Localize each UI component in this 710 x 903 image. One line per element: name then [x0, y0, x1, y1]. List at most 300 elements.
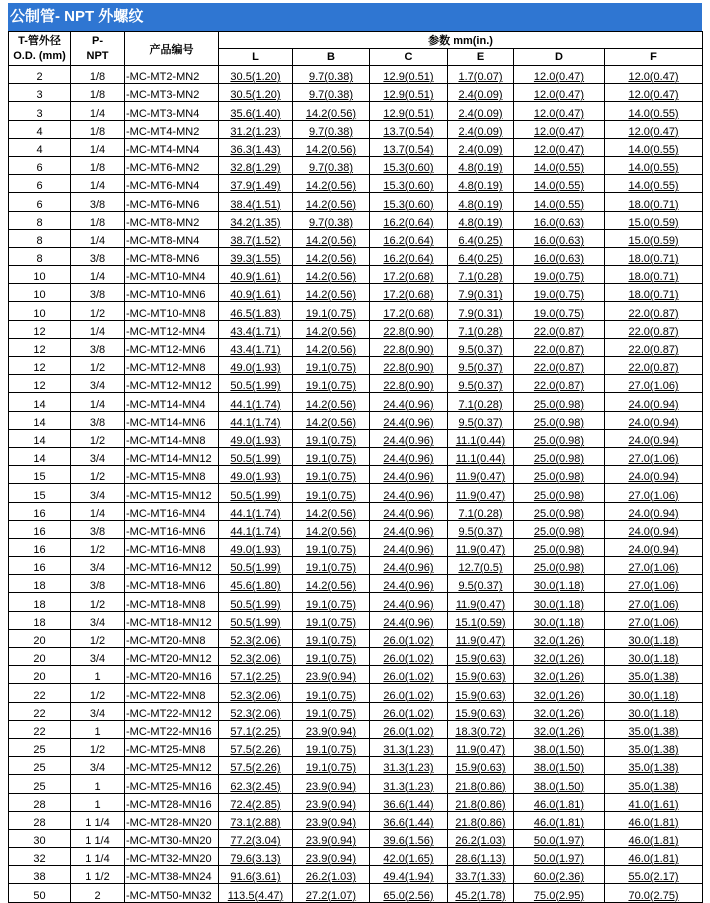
cell-npt: 3/4	[71, 757, 125, 775]
cell-e	[448, 757, 514, 775]
cell-value: 9.7(0.38)	[308, 125, 354, 138]
table-row	[9, 502, 703, 520]
cell-code: -MC-MT3-MN2	[125, 84, 219, 102]
cell-value: 19.1(0.75)	[305, 562, 357, 575]
cell-value: 26.0(1.02)	[383, 653, 434, 666]
cell-d	[514, 247, 605, 265]
cell-b	[293, 720, 370, 738]
cell-value: 17.2(0.68)	[383, 271, 434, 284]
cell-value: 52.3(2.06)	[230, 707, 281, 720]
cell-value: 15.3(0.60)	[383, 198, 434, 211]
cell-value: 26.0(1.02)	[383, 707, 434, 720]
cell-f	[605, 411, 703, 429]
cell-value: 55.0(2.17)	[628, 871, 679, 884]
cell-d	[514, 102, 605, 120]
cell-npt: 1	[71, 666, 125, 684]
cell-value: 9.5(0.37)	[458, 525, 503, 538]
cell-value: 38.0(1.50)	[533, 762, 585, 775]
cell-value: 12.0(0.47)	[533, 89, 585, 102]
table-row	[9, 775, 703, 793]
cell-value: 22.0(0.87)	[628, 325, 679, 338]
cell-b	[293, 357, 370, 375]
cell-value: 15.0(0.59)	[628, 216, 679, 229]
cell-value: 38.0(1.50)	[533, 744, 585, 757]
table-row	[9, 829, 703, 847]
table-row	[9, 393, 703, 411]
cell-value: 31.3(1.23)	[383, 762, 434, 775]
cell-c	[370, 302, 448, 320]
cell-value: 12.9(0.51)	[383, 107, 434, 120]
cell-c	[370, 338, 448, 356]
cell-od: 4	[9, 120, 71, 138]
cell-od: 28	[9, 793, 71, 811]
cell-b	[293, 229, 370, 247]
cell-value: 50.0(1.97)	[533, 835, 585, 848]
cell-value: 16.2(0.64)	[383, 234, 434, 247]
cell-code: -MC-MT14-MN4	[125, 393, 219, 411]
cell-value: 24.0(0.94)	[628, 434, 679, 447]
table-row	[9, 648, 703, 666]
header-npt-line1: P-	[92, 34, 103, 47]
cell-od: 22	[9, 720, 71, 738]
cell-d	[514, 447, 605, 465]
cell-value: 19.1(0.75)	[305, 453, 357, 466]
cell-npt: 1/4	[71, 266, 125, 284]
cell-code: -MC-MT22-MN12	[125, 702, 219, 720]
table-row	[9, 611, 703, 629]
cell-od: 14	[9, 411, 71, 429]
cell-value: 21.8(0.86)	[455, 798, 506, 811]
cell-value: 14.2(0.56)	[305, 344, 357, 356]
cell-value: 24.0(0.94)	[628, 544, 679, 557]
cell-value: 23.9(0.94)	[305, 835, 357, 848]
cell-f	[605, 247, 703, 265]
cell-l	[219, 593, 293, 611]
table-row	[9, 429, 703, 447]
cell-c	[370, 629, 448, 647]
cell-c	[370, 284, 448, 302]
cell-f	[605, 793, 703, 811]
cell-od: 6	[9, 156, 71, 174]
cell-c	[370, 484, 448, 502]
cell-l	[219, 393, 293, 411]
cell-l	[219, 247, 293, 265]
cell-value: 23.9(0.94)	[305, 853, 357, 866]
cell-od: 25	[9, 738, 71, 756]
cell-code: -MC-MT10-MN6	[125, 284, 219, 302]
table-row	[9, 175, 703, 193]
cell-code: -MC-MT15-MN8	[125, 466, 219, 484]
cell-od: 18	[9, 611, 71, 629]
cell-value: 19.0(0.75)	[533, 307, 585, 320]
cell-b	[293, 557, 370, 575]
cell-value: 34.2(1.35)	[230, 216, 281, 229]
cell-d	[514, 375, 605, 393]
cell-b	[293, 866, 370, 884]
cell-code: -MC-MT16-MN4	[125, 502, 219, 520]
cell-value: 27.2(1.07)	[305, 889, 357, 902]
cell-value: 27.0(1.06)	[628, 562, 679, 575]
cell-value: 9.5(0.37)	[458, 580, 503, 593]
cell-value: 2.4(0.09)	[458, 125, 503, 138]
cell-f	[605, 320, 703, 338]
cell-e	[448, 266, 514, 284]
cell-f	[605, 120, 703, 138]
cell-e	[448, 848, 514, 866]
cell-value: 44.1(1.74)	[230, 525, 281, 538]
spec-table	[8, 31, 703, 903]
cell-od: 16	[9, 557, 71, 575]
cell-e	[448, 375, 514, 393]
cell-od: 3	[9, 102, 71, 120]
cell-f	[605, 593, 703, 611]
cell-b	[293, 775, 370, 793]
cell-f	[605, 138, 703, 156]
cell-value: 12.9(0.51)	[383, 71, 434, 84]
cell-d	[514, 502, 605, 520]
cell-value: 14.2(0.56)	[305, 180, 357, 193]
cell-value: 22.8(0.90)	[383, 344, 434, 356]
cell-d	[514, 538, 605, 556]
cell-code: -MC-MT20-MN16	[125, 666, 219, 684]
cell-l	[219, 66, 293, 84]
cell-c	[370, 538, 448, 556]
cell-value: 36.3(1.43)	[230, 143, 281, 156]
table-row	[9, 247, 703, 265]
table-row	[9, 593, 703, 611]
cell-value: 50.5(1.99)	[230, 380, 281, 393]
cell-d	[514, 284, 605, 302]
cell-npt: 1 1/4	[71, 829, 125, 847]
cell-c	[370, 702, 448, 720]
cell-od: 10	[9, 302, 71, 320]
cell-d	[514, 138, 605, 156]
cell-f	[605, 775, 703, 793]
cell-value: 57.1(2.25)	[230, 725, 281, 738]
cell-b	[293, 411, 370, 429]
cell-code: -MC-MT38-MN24	[125, 866, 219, 884]
cell-value: 30.5(1.20)	[230, 71, 281, 84]
cell-value: 14.2(0.56)	[305, 143, 357, 156]
cell-e	[448, 829, 514, 847]
cell-f	[605, 520, 703, 538]
cell-value: 4.8(0.19)	[458, 198, 503, 211]
cell-l	[219, 738, 293, 756]
cell-value: 27.0(1.06)	[628, 580, 679, 593]
cell-code: -MC-MT16-MN8	[125, 538, 219, 556]
cell-value: 25.0(0.98)	[533, 416, 585, 429]
cell-value: 25.0(0.98)	[533, 398, 585, 411]
cell-e	[448, 229, 514, 247]
cell-value: 14.2(0.56)	[305, 525, 357, 538]
cell-value: 27.0(1.06)	[628, 453, 679, 466]
cell-f	[605, 557, 703, 575]
cell-c	[370, 502, 448, 520]
cell-f	[605, 447, 703, 465]
cell-value: 19.1(0.75)	[305, 635, 357, 647]
cell-d	[514, 156, 605, 174]
cell-f	[605, 702, 703, 720]
cell-value: 40.9(1.61)	[230, 289, 281, 302]
cell-od: 16	[9, 502, 71, 520]
cell-value: 24.0(0.94)	[628, 471, 679, 484]
cell-e	[448, 466, 514, 484]
cell-npt: 1 1/2	[71, 866, 125, 884]
cell-value: 22.0(0.87)	[628, 344, 679, 356]
cell-value: 46.5(1.83)	[230, 307, 281, 320]
cell-b	[293, 320, 370, 338]
cell-value: 12.0(0.47)	[533, 143, 585, 156]
header-f: F	[605, 49, 703, 66]
cell-value: 17.2(0.68)	[383, 307, 434, 320]
cell-value: 9.7(0.38)	[308, 162, 354, 175]
cell-e	[448, 211, 514, 229]
cell-value: 9.5(0.37)	[458, 416, 503, 429]
cell-value: 35.0(1.38)	[628, 671, 679, 684]
cell-od: 20	[9, 629, 71, 647]
cell-value: 9.5(0.37)	[458, 380, 503, 393]
cell-od: 20	[9, 648, 71, 666]
cell-value: 52.3(2.06)	[230, 653, 281, 666]
cell-npt: 3/8	[71, 193, 125, 211]
cell-value: 36.6(1.44)	[383, 798, 434, 811]
cell-d	[514, 411, 605, 429]
cell-value: 13.7(0.54)	[383, 143, 434, 156]
cell-l	[219, 757, 293, 775]
cell-value: 28.6(1.13)	[455, 853, 506, 866]
cell-value: 24.4(0.96)	[383, 580, 434, 593]
cell-value: 24.4(0.96)	[383, 489, 434, 502]
cell-d	[514, 484, 605, 502]
cell-d	[514, 829, 605, 847]
cell-value: 14.0(0.55)	[533, 198, 585, 211]
cell-npt: 1/2	[71, 302, 125, 320]
cell-value: 27.0(1.06)	[628, 598, 679, 611]
cell-value: 31.3(1.23)	[383, 744, 434, 757]
cell-l	[219, 120, 293, 138]
cell-code: -MC-MT12-MN6	[125, 338, 219, 356]
cell-e	[448, 302, 514, 320]
cell-l	[219, 502, 293, 520]
cell-f	[605, 666, 703, 684]
cell-value: 21.8(0.86)	[455, 816, 506, 829]
header-code: 产品编号	[125, 32, 219, 66]
cell-b	[293, 811, 370, 829]
cell-e	[448, 520, 514, 538]
cell-od: 12	[9, 338, 71, 356]
cell-value: 30.0(1.18)	[533, 580, 585, 593]
cell-value: 16.2(0.64)	[383, 216, 434, 229]
cell-npt: 1	[71, 775, 125, 793]
cell-code: -MC-MT12-MN8	[125, 357, 219, 375]
cell-od: 22	[9, 684, 71, 702]
cell-value: 12.0(0.47)	[628, 71, 679, 84]
cell-od: 25	[9, 775, 71, 793]
cell-value: 19.1(0.75)	[305, 471, 357, 484]
cell-value: 52.3(2.06)	[230, 689, 281, 702]
cell-b	[293, 447, 370, 465]
cell-value: 50.0(1.97)	[533, 853, 585, 866]
cell-npt: 3/4	[71, 557, 125, 575]
cell-value: 24.4(0.96)	[383, 562, 434, 575]
cell-value: 60.0(2.36)	[533, 871, 585, 884]
cell-e	[448, 393, 514, 411]
header-od	[9, 32, 71, 66]
cell-value: 12.0(0.47)	[533, 107, 585, 120]
cell-value: 12.9(0.51)	[383, 89, 434, 102]
cell-l	[219, 466, 293, 484]
cell-value: 2.4(0.09)	[458, 107, 503, 120]
cell-b	[293, 102, 370, 120]
cell-value: 7.1(0.28)	[458, 325, 503, 338]
cell-value: 91.6(3.61)	[230, 871, 281, 884]
cell-f	[605, 684, 703, 702]
cell-npt: 3/4	[71, 484, 125, 502]
cell-value: 27.0(1.06)	[628, 616, 679, 629]
cell-code: -MC-MT15-MN12	[125, 484, 219, 502]
cell-e	[448, 320, 514, 338]
cell-e	[448, 720, 514, 738]
header-npt	[71, 32, 125, 66]
cell-code: -MC-MT25-MN16	[125, 775, 219, 793]
cell-l	[219, 211, 293, 229]
cell-d	[514, 629, 605, 647]
cell-b	[293, 156, 370, 174]
cell-value: 19.1(0.75)	[305, 762, 357, 775]
cell-value: 11.9(0.47)	[455, 598, 506, 611]
cell-value: 50.5(1.99)	[230, 598, 281, 611]
cell-b	[293, 138, 370, 156]
cell-value: 25.0(0.98)	[533, 434, 585, 447]
cell-f	[605, 848, 703, 866]
spec-sheet	[8, 3, 702, 903]
cell-value: 32.8(1.29)	[230, 162, 281, 175]
cell-e	[448, 702, 514, 720]
cell-npt: 1	[71, 793, 125, 811]
cell-npt: 1/4	[71, 393, 125, 411]
cell-l	[219, 720, 293, 738]
cell-e	[448, 447, 514, 465]
cell-c	[370, 848, 448, 866]
cell-b	[293, 593, 370, 611]
cell-b	[293, 520, 370, 538]
cell-value: 11.1(0.44)	[455, 453, 506, 466]
cell-value: 15.3(0.60)	[383, 162, 434, 175]
cell-value: 14.2(0.56)	[305, 253, 357, 266]
cell-value: 15.9(0.63)	[455, 689, 506, 702]
cell-value: 43.4(1.71)	[230, 344, 281, 356]
cell-l	[219, 484, 293, 502]
cell-od: 6	[9, 175, 71, 193]
cell-value: 19.0(0.75)	[533, 271, 585, 284]
cell-c	[370, 193, 448, 211]
cell-npt: 1/2	[71, 684, 125, 702]
cell-npt: 2	[71, 884, 125, 902]
cell-f	[605, 575, 703, 593]
cell-value: 14.0(0.55)	[628, 107, 679, 120]
cell-od: 18	[9, 593, 71, 611]
cell-b	[293, 193, 370, 211]
table-row	[9, 284, 703, 302]
cell-value: 14.2(0.56)	[305, 289, 357, 302]
cell-value: 18.0(0.71)	[628, 271, 679, 284]
cell-value: 15.9(0.63)	[455, 671, 506, 684]
cell-c	[370, 175, 448, 193]
table-row	[9, 720, 703, 738]
table-row	[9, 466, 703, 484]
cell-value: 27.0(1.06)	[628, 489, 679, 502]
cell-value: 43.4(1.71)	[230, 325, 281, 338]
cell-value: 9.5(0.37)	[458, 362, 503, 375]
cell-code: -MC-MT30-MN20	[125, 829, 219, 847]
cell-code: -MC-MT32-MN20	[125, 848, 219, 866]
cell-b	[293, 484, 370, 502]
cell-value: 22.0(0.87)	[533, 362, 585, 375]
cell-l	[219, 193, 293, 211]
cell-c	[370, 393, 448, 411]
cell-d	[514, 702, 605, 720]
cell-value: 21.8(0.86)	[455, 780, 506, 793]
cell-code: -MC-MT12-MN12	[125, 375, 219, 393]
cell-c	[370, 320, 448, 338]
cell-value: 14.2(0.56)	[305, 198, 357, 211]
cell-e	[448, 648, 514, 666]
cell-c	[370, 684, 448, 702]
cell-code: -MC-MT14-MN12	[125, 447, 219, 465]
cell-value: 42.0(1.65)	[383, 853, 434, 866]
cell-l	[219, 629, 293, 647]
cell-f	[605, 229, 703, 247]
cell-value: 24.4(0.96)	[383, 453, 434, 466]
cell-value: 11.9(0.47)	[455, 471, 506, 484]
cell-e	[448, 247, 514, 265]
cell-value: 15.9(0.63)	[455, 707, 506, 720]
cell-l	[219, 684, 293, 702]
cell-f	[605, 393, 703, 411]
cell-f	[605, 156, 703, 174]
cell-c	[370, 447, 448, 465]
cell-code: -MC-MT6-MN2	[125, 156, 219, 174]
cell-c	[370, 866, 448, 884]
cell-value: 22.8(0.90)	[383, 380, 434, 393]
cell-c	[370, 466, 448, 484]
cell-e	[448, 884, 514, 902]
cell-value: 19.1(0.75)	[305, 307, 357, 320]
cell-b	[293, 84, 370, 102]
cell-value: 16.0(0.63)	[533, 253, 585, 266]
cell-f	[605, 66, 703, 84]
cell-code: -MC-MT4-MN4	[125, 138, 219, 156]
cell-value: 30.0(1.18)	[533, 598, 585, 611]
cell-npt: 1/4	[71, 502, 125, 520]
cell-od: 38	[9, 866, 71, 884]
cell-e	[448, 156, 514, 174]
cell-d	[514, 811, 605, 829]
cell-value: 16.2(0.64)	[383, 253, 434, 266]
cell-value: 7.1(0.28)	[458, 507, 503, 520]
cell-code: -MC-MT8-MN4	[125, 229, 219, 247]
cell-npt: 3/4	[71, 648, 125, 666]
cell-code: -MC-MT3-MN4	[125, 102, 219, 120]
cell-f	[605, 629, 703, 647]
cell-e	[448, 629, 514, 647]
cell-npt: 1/4	[71, 229, 125, 247]
cell-d	[514, 648, 605, 666]
cell-value: 30.0(1.18)	[628, 707, 679, 720]
cell-value: 14.2(0.56)	[305, 325, 357, 338]
cell-npt: 1/2	[71, 357, 125, 375]
table-row	[9, 538, 703, 556]
